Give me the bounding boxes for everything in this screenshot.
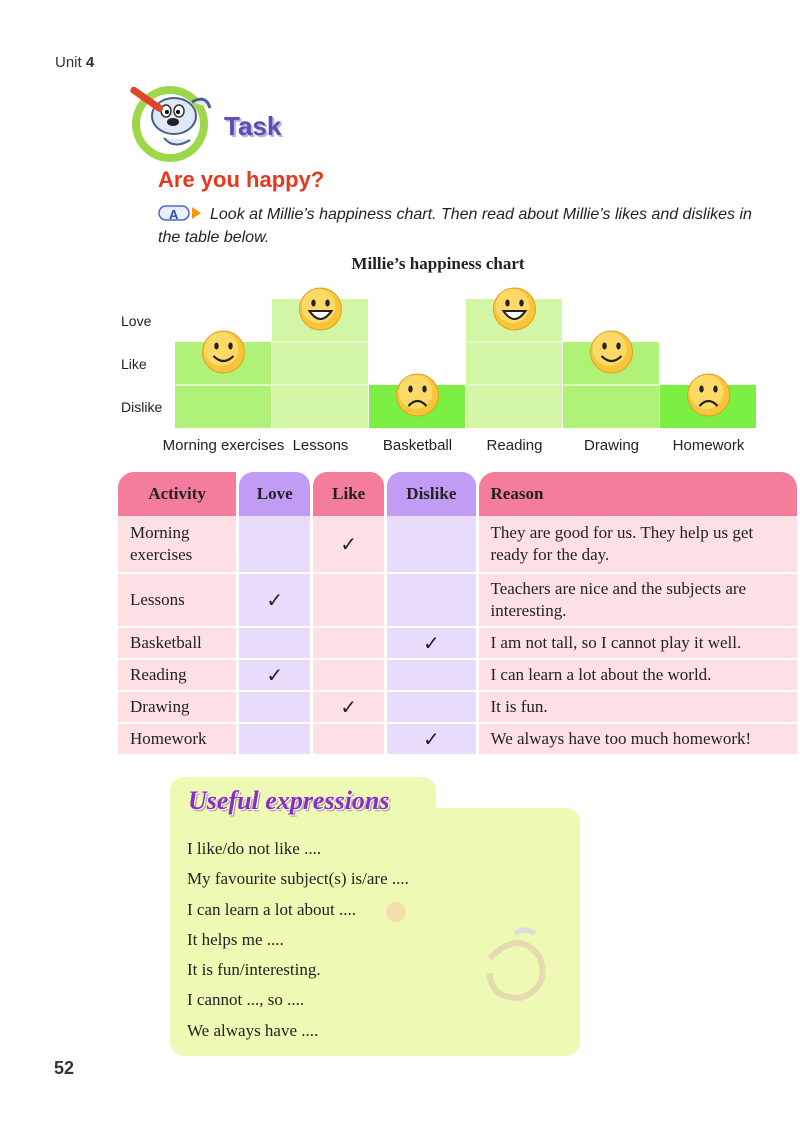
dislike-cell xyxy=(387,692,475,724)
face-grin-icon xyxy=(494,288,536,330)
table-row xyxy=(118,628,797,660)
reason-cell: I am not tall, so I cannot play it well. xyxy=(479,628,797,660)
table-row xyxy=(118,660,797,692)
face-frown-icon xyxy=(688,374,730,416)
task-subtitle: Are you happy? xyxy=(158,167,325,192)
task-mascot-icon xyxy=(124,80,220,164)
x-axis-label: Drawing xyxy=(583,437,640,454)
activity-cell: Basketball xyxy=(118,628,236,660)
love-cell xyxy=(239,516,310,574)
like-cell xyxy=(313,692,384,724)
dislike-cell xyxy=(387,724,475,756)
y-axis-label-love: Love xyxy=(121,313,152,329)
table-row xyxy=(118,574,797,628)
expressions-list xyxy=(187,834,409,1046)
like-cell xyxy=(313,574,384,628)
love-cell xyxy=(239,628,310,660)
expression-item: I can learn a lot about .... xyxy=(187,899,356,919)
expression-item: I cannot ..., so .... xyxy=(187,990,305,1010)
task-title: Task xyxy=(224,111,282,141)
header-like: Like xyxy=(313,472,384,516)
y-axis-label-like: Like xyxy=(121,356,147,372)
part-a-badge xyxy=(158,205,202,221)
face-smile-icon xyxy=(591,331,633,373)
activity-cell: Drawing xyxy=(118,692,236,724)
love-cell xyxy=(239,692,310,724)
activity-cell: Homework xyxy=(118,724,236,756)
table-row xyxy=(118,516,797,574)
dislike-cell xyxy=(387,628,475,660)
x-axis-label: Basketball xyxy=(382,437,453,454)
table-header-row xyxy=(118,472,797,516)
x-axis-label: Homework xyxy=(672,437,745,454)
like-cell xyxy=(313,660,384,692)
like-cell xyxy=(313,628,384,660)
dislike-cell xyxy=(387,660,475,692)
reason-cell: I can learn a lot about the world. xyxy=(479,660,797,692)
x-axis-label: Reading xyxy=(486,437,543,454)
table-row xyxy=(118,692,797,724)
header-love: Love xyxy=(239,472,310,516)
check-icon: ✓ xyxy=(340,695,358,719)
check-icon: ✓ xyxy=(340,532,358,556)
check-icon: ✓ xyxy=(266,588,284,612)
face-frown-icon xyxy=(397,374,439,416)
unit-number: 4 xyxy=(85,54,95,71)
check-icon: ✓ xyxy=(266,663,284,687)
face-grin-icon xyxy=(300,288,342,330)
expression-item: It is fun/interesting. xyxy=(187,960,321,980)
x-axis-label: Lessons xyxy=(292,437,349,454)
activity-cell: Morning exercises xyxy=(118,516,236,574)
task-instruction xyxy=(158,203,758,249)
reason-cell: We always have too much homework! xyxy=(479,724,797,756)
dislike-cell xyxy=(387,516,475,574)
activity-cell: Lessons xyxy=(118,574,236,628)
page-number: 52 xyxy=(54,1058,75,1078)
expression-item: I like/do not like .... xyxy=(187,839,322,858)
y-axis-label-dislike: Dislike xyxy=(121,399,163,415)
unit-label xyxy=(55,54,94,71)
unit-word: Unit xyxy=(55,54,82,71)
check-icon: ✓ xyxy=(422,727,440,751)
like-cell xyxy=(313,516,384,574)
part-a-letter: A xyxy=(169,207,179,222)
expression-item: It helps me .... xyxy=(187,929,284,949)
dislike-cell xyxy=(387,574,475,628)
x-axis-label: Morning exercises xyxy=(162,437,285,454)
love-cell xyxy=(239,574,310,628)
reason-cell: Teachers are nice and the subjects are interesting. xyxy=(479,574,797,628)
love-cell xyxy=(239,724,310,756)
reason-cell: They are good for us. They help us get ready for the day. xyxy=(479,516,797,574)
check-icon: ✓ xyxy=(422,631,440,655)
expression-item: We always have .... xyxy=(187,1020,319,1040)
happiness-chart xyxy=(0,280,800,465)
useful-expressions-title: Useful expressions xyxy=(188,786,390,815)
reason-cell: It is fun. xyxy=(479,692,797,724)
likes-table xyxy=(115,472,800,756)
like-cell xyxy=(313,724,384,756)
header-activity: Activity xyxy=(118,472,236,516)
activity-cell: Reading xyxy=(118,660,236,692)
expression-item: My favourite subject(s) is/are .... xyxy=(187,869,409,889)
love-cell xyxy=(239,660,310,692)
face-smile-icon xyxy=(203,331,245,373)
header-reason: Reason xyxy=(479,472,797,516)
table-row xyxy=(118,724,797,756)
chart-title: Millie’s happiness chart xyxy=(351,254,525,273)
instruction-text: Look at Millie’s happiness chart. Then read about Millie’s likes and dislikes in the table below. xyxy=(158,206,752,246)
header-dislike: Dislike xyxy=(387,472,475,516)
